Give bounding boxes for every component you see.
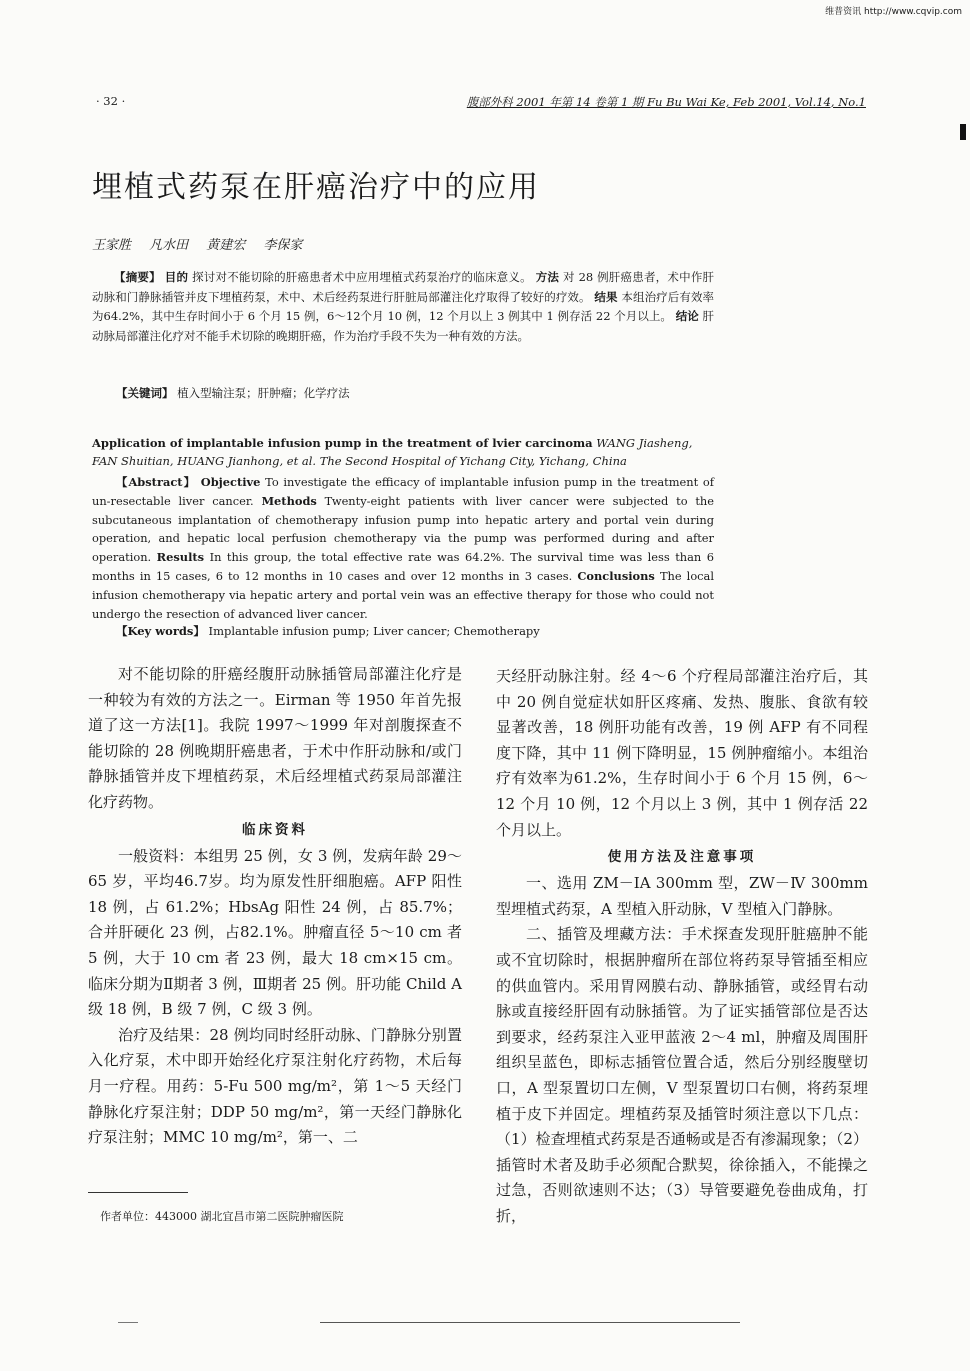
results-text: 本组治疗后有效率为64.2%，其中生存时间小于 6 个月 15 例，6～12个月 10 例，12 个月以上 3 例其中 1 例存活 22 个月以上。 [92, 289, 715, 323]
general-data-paragraph: 一般资料：本组男 25 例，女 3 例，发病年龄 29～65 岁，平均46.7岁。均为原发性肝细胞癌。AFP 阳性 18 例，占 61.2%；HbsAg 阳性 24 例，占 85.7%；合并肝硬化 23 例，占82.1%。肿瘤直径 5～10 cm 者 5 例，大于 10 cm 者 23 例，最大 18 cm×15 cm。临床分期为Ⅱ期者 3 例，Ⅲ期者 25 例。肝功能 Child A 级 18 例，B 级 7 例，C 级 3 例。 [88, 846, 462, 1019]
en-results-text: In this group, the total effective rate was 64.2%. The survival time was less than 6 months in 15 cases, 6 to 12 months in 10 cases and over 12 months in 3 cases. [92, 550, 714, 583]
en-keywords-label: 【Key words】 [116, 624, 205, 638]
english-authors: WANG Jiasheng, FAN Shuitian, HUANG Jianhong, et al. The Second Hospital of Yichang City, Yichang, China [92, 436, 693, 468]
english-title-block [92, 434, 714, 470]
objective-label: 目的 [164, 270, 189, 284]
english-title: Application of implantable infusion pump in the treatment of lvier carcinoma [92, 436, 593, 450]
chinese-keywords [116, 385, 350, 401]
en-methods-text: Twenty-eight patients with liver cancer were subjected to the subcutaneous implantation of chemotherapy infusion pump into hepatic artery and portal vein during operation, and hepatic local perfusion chemotherapy via the pump was performed during and after operation. [92, 493, 715, 565]
watermark: 维普资讯 http://www.cqvip.com [825, 7, 962, 17]
en-methods-label: Methods [261, 493, 317, 508]
conclusion-label: 结论 [675, 309, 699, 323]
objective-text: 探讨对不能切除的肝癌患者术中应用埋植式药泵治疗的临床意义。 [192, 270, 532, 284]
chinese-abstract [92, 268, 714, 346]
en-objective-label: Objective [200, 475, 261, 489]
treatment-paragraph: 治疗及结果：28 例均同时经肝动脉、门静脉分别置入化疗泵，术中即开始经化疗泵注射化疗药物，术后每月一疗程。用药：5-Fu 500 mg/m²，第 1～5 天经门静脉化疗泵注射；DDP 50 mg/m²，第一天经门静脉化疗泵注射；MMC 10 mg/m²，第一、二 [88, 1025, 462, 1147]
results-label: 结果 [594, 289, 618, 304]
en-conclusions-label: Conclusions [577, 568, 655, 583]
body-left-column [88, 662, 462, 1151]
author-affiliation: 作者单位：443000 湖北宜昌市第二医院肿瘤医院 [100, 1210, 344, 1223]
running-header [96, 94, 866, 110]
journal-citation: 腹部外科 2001 年第 14 卷第 1 期 Fu Bu Wai Ke, Feb 2001, Vol.14, No.1 [466, 95, 866, 109]
scan-mark [960, 124, 966, 140]
english-keywords [116, 623, 540, 639]
authors: 王家胜 凡水田 黄建宏 李保家 [92, 238, 303, 253]
pump-selection-paragraph: 一、选用 ZM－IA 300mm 型，ZW－Ⅳ 300mm 型埋植式药泵，A 型植入肝动脉，V 型植入门静脉。 [496, 874, 868, 918]
en-objective-text: To investigate the efficacy of implantable infusion pump in the treatment of un-resectable liver cancer. [92, 475, 714, 508]
page-number: · 32 · [96, 94, 126, 108]
bottom-mark [118, 1322, 138, 1323]
en-keywords-text: Implantable infusion pump; Liver cancer; Chemotherapy [208, 624, 540, 638]
conclusion-text: 肝动脉局部灌注化疗对不能手术切除的晚期肝癌，作为治疗手段不失为一种有效的方法。 [92, 309, 715, 343]
abstract-label: 【摘要】 [114, 270, 161, 284]
article-title: 埋植式药泵在肝癌治疗中的应用 [92, 170, 540, 205]
en-abstract-label: 【Abstract】 [116, 475, 197, 489]
keywords-label: 【关键词】 [116, 386, 174, 400]
continued-paragraph: 天经肝动脉注射。经 4～6 个疗程局部灌注治疗后，其中 20 例自觉症状如肝区疼痛、发热、腹胀、食欲有较显著改善，18 例肝功能有改善，19 例 AFP 有不同程度下降，其中 11 例下降明显，15 例肿瘤缩小。本组治疗有效率为61.2%，生存时间小于 6 个月 15 例，6～12 个月 10 例，12 个月以上 3 例，其中 1 例存活 22 个月以上。 [496, 667, 868, 839]
keywords-text: 植入型输注泵；肝肿瘤；化学疗法 [177, 386, 350, 400]
methods-label: 方法 [535, 270, 560, 284]
section-heading-clinical: 临床资料 [242, 821, 308, 838]
bottom-rule [320, 1322, 740, 1323]
methods-text: 对 28 例肝癌患者，术中作肝动脉和门静脉插管并皮下埋植药泵，术中、术后经药泵进行肝脏局部灌注化疗取得了较好的疗效。 [92, 270, 715, 304]
en-conclusions-text: The local infusion chemotherapy via hepatic artery and portal vein was an effective therapy for those who could not undergo the resection of advanced liver cancer. [92, 568, 714, 621]
intro-paragraph: 对不能切除的肝癌经腹肝动脉插管局部灌注化疗是一种较为有效的方法之一。Eirman 等 1950 年首先报道了这一方法[1]。我院 1997～1999 年对剖腹探查不能切除的 28 例晚期肝癌患者，于术中作肝动脉和/或门静脉插管并皮下埋植药泵，术后经埋植式药泵局部灌注化疗药物。 [88, 665, 462, 811]
section-heading-methods: 使用方法及注意事项 [607, 849, 757, 866]
implant-method-paragraph: 二、插管及埋藏方法：手术探查发现肝脏癌肿不能或不宜切除时，根据肿瘤所在部位将药泵导管插至相应的供血管内。采用胃网膜右动、静脉插管，或经胃右动脉或直接经肝固有动脉插管。为了证实插管部位是否达到要求，经药泵注入亚甲蓝液 2～4 ml，肿瘤及周围肝组织呈蓝色，即标志插管位置合适，然后分别经腹壁切口，A 型泵置切口左侧，V 型泵置切口右侧，将药泵埋植于皮下并固定。埋植药泵及插管时须注意以下几点：（1）检查埋植式药泵是否通畅或是否有渗漏现象；（2）插管时术者及助手必须配合默契，徐徐插入，不能操之过急，否则欲速则不达；（3）导管要避免卷曲成角，打折， [496, 925, 868, 1225]
body-right-column [496, 664, 868, 1229]
english-abstract [92, 473, 714, 623]
en-results-label: Results [156, 550, 205, 565]
footnote-rule [88, 1192, 188, 1193]
